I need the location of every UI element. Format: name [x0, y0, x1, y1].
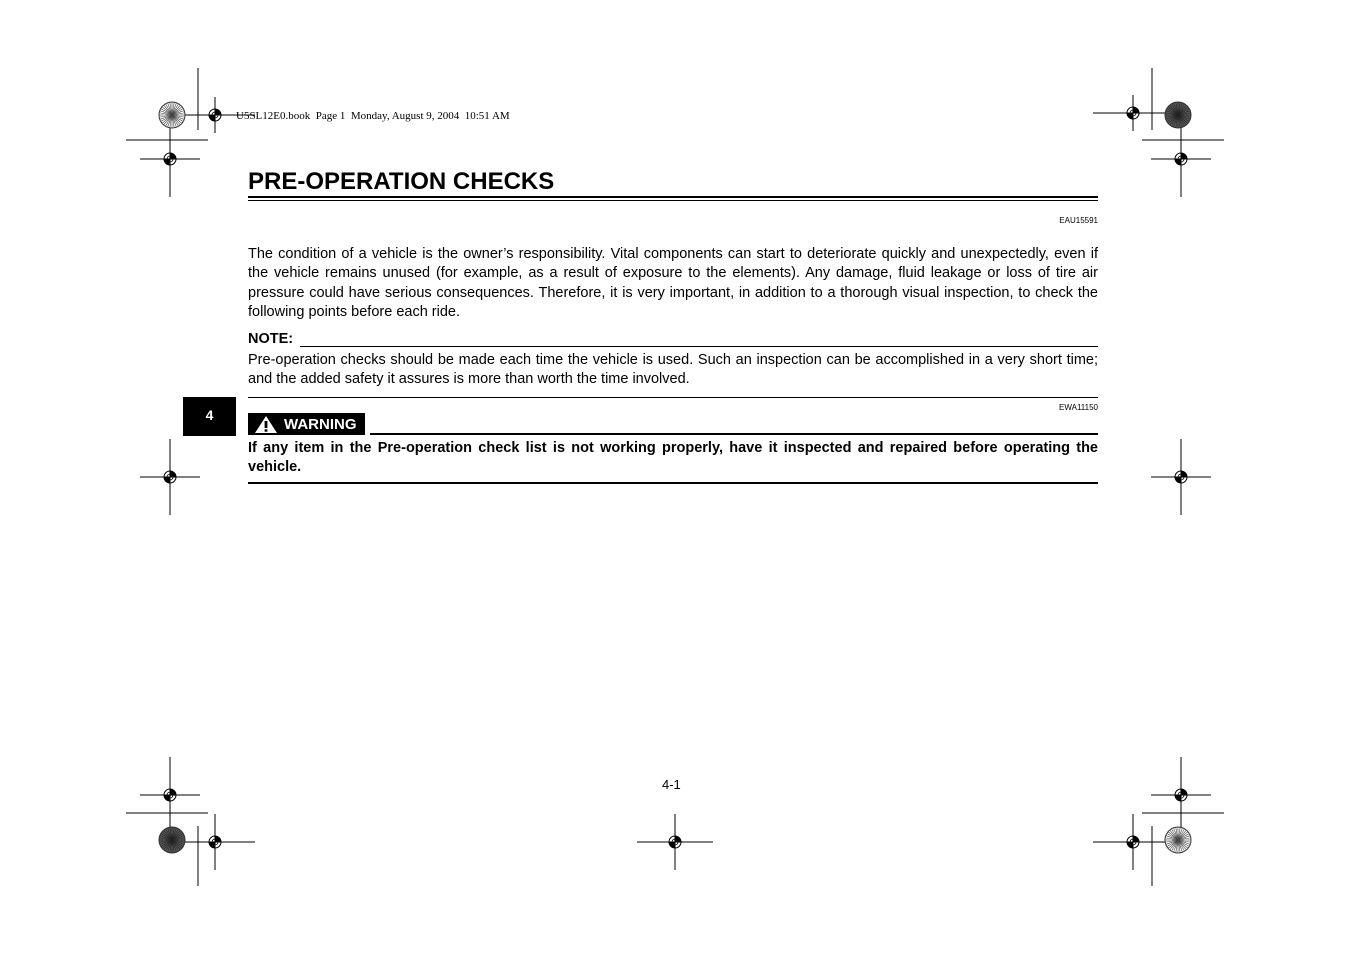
- registration-mark-icon: [1093, 814, 1173, 870]
- chapter-tab: 4: [183, 397, 236, 436]
- note-text: Pre-operation checks should be made each time the vehicle is used. Such an inspection can be accomplished in a very short time; and the added safety it assures is more than worth the time involved.: [248, 352, 1098, 388]
- registration-mark-icon: [140, 121, 200, 197]
- intro-code: EAU15591: [1059, 216, 1098, 225]
- print-header: U5SL12E0.book Page 1 Monday, August 9, 2004 10:51 AM: [236, 110, 510, 122]
- starburst-target-icon: [1165, 102, 1191, 128]
- registration-mark-icon: [1093, 95, 1173, 131]
- warning-rule-top: [370, 433, 1098, 435]
- registration-mark-icon: [140, 757, 200, 833]
- page-title: PRE-OPERATION CHECKS: [248, 168, 555, 195]
- registration-mark-icon: [140, 439, 200, 515]
- starburst-target-icon: [159, 102, 185, 128]
- title-rule-thin: [248, 200, 1098, 201]
- note-rule-bottom: [248, 397, 1098, 398]
- warning-badge: [248, 413, 365, 435]
- warning-label: WARNING: [284, 415, 357, 433]
- note-label: NOTE:: [248, 331, 294, 347]
- registration-mark-icon: [175, 814, 255, 870]
- warning-text: If any item in the Pre-operation check list is not working properly, have it inspected and repaired before operating the vehicle.: [248, 440, 1098, 476]
- registration-mark-icon: [1151, 757, 1211, 833]
- starburst-target-icon: [159, 827, 185, 853]
- registration-mark-icon: [637, 814, 713, 870]
- note-rule-top: [300, 346, 1098, 347]
- starburst-target-icon: [1165, 827, 1191, 853]
- registration-mark-icon: [1151, 121, 1211, 197]
- registration-mark-icon: [1151, 439, 1211, 515]
- page-number: 4-1: [662, 777, 681, 792]
- intro-paragraph: The condition of a vehicle is the owner’s responsibility. Vital components can start to deteriorate quickly and unexpectedly, even if the vehicle remains unused (for example, as a result of exposure to the elements). Any damage, fluid leakage or loss of tire air pressure could have serious consequences. Therefore, it is very important, in addition to a thorough visual inspection, to check the following points before each ride.: [248, 246, 1098, 321]
- title-rule-thick: [248, 196, 1098, 198]
- warning-rule-bottom: [248, 482, 1098, 484]
- warning-triangle-icon: [254, 415, 278, 434]
- warning-code: EWA11150: [1059, 403, 1098, 412]
